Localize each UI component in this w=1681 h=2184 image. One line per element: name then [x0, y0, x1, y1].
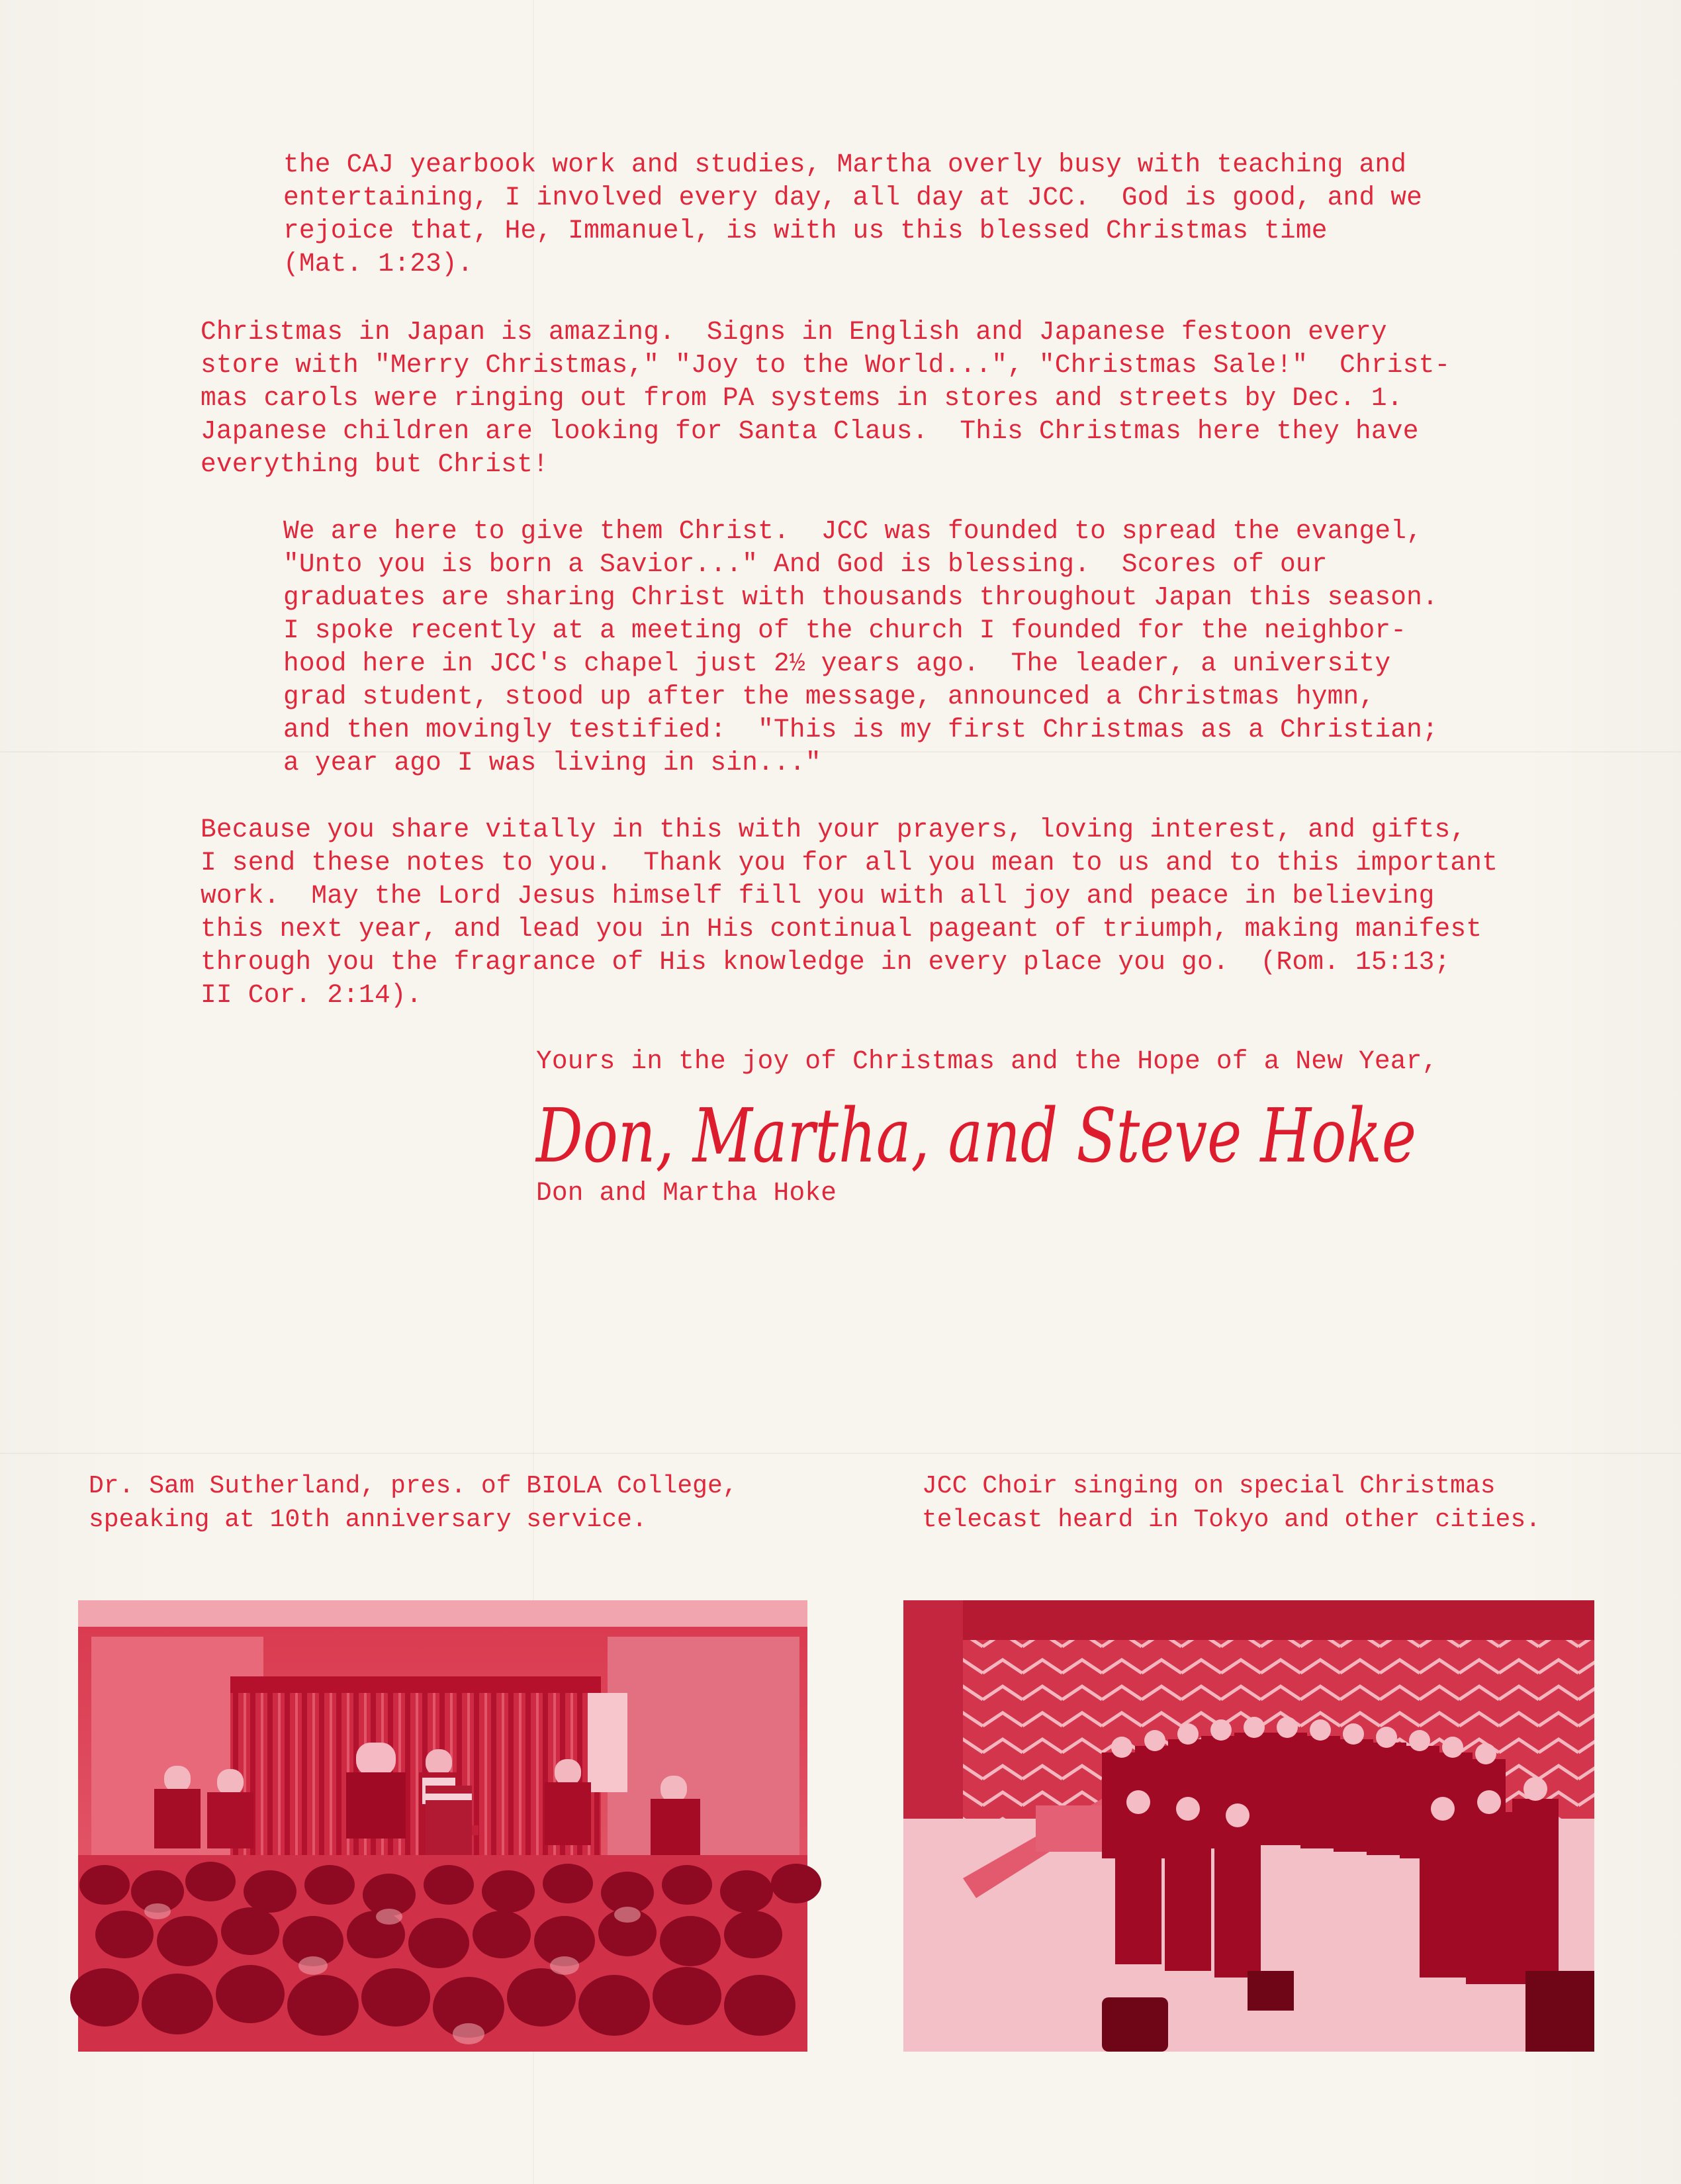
paper-fold-line [0, 1453, 1681, 1454]
letter-paragraph-2: Christmas in Japan is amazing. Signs in English and Japanese festoon every store with "Merry Christmas," "Joy to the World...", "Christmas Sale!" Christ- mas carols were ringing out from PA systems in stores and streets by Dec. 1. Japanese children are looking for Santa Claus. This Christmas here they have everything but Christ! [201, 317, 1451, 479]
choir-telecast-photo [903, 1600, 1594, 2052]
letter-paragraph-3: We are here to give them Christ. JCC was founded to spread the evangel, "Unto you is born a Savior..." And God is blessing. Scores of our graduates are sharing Christ with thousands throughout Japan this season. I spoke recently at a meeting of the church I founded for the neighbor- hood here in JCC's chapel just 2½ years ago. The leader, a university grad student, stood up after the message, announced a Christmas hymn, and then movingly testified: "This is my first Christmas as a Christian; a year ago I was living in sin..." [283, 516, 1438, 778]
anniversary-service-photo [78, 1600, 807, 2052]
letter-paragraph-1: the CAJ yearbook work and studies, Martha overly busy with teaching and entertaining, I involved every day, all day at JCC. God is good, and we rejoice that, He, Immanuel, is with us this blessed Christmas time (Mat. 1:23). [283, 150, 1423, 279]
typed-signature-name: Don and Martha Hoke [536, 1178, 837, 1208]
photo-caption-left: Dr. Sam Sutherland, pres. of BIOLA College, speaking at 10th anniversary service. [89, 1472, 738, 1534]
letter-paragraph-4: Because you share vitally in this with your prayers, loving interest, and gifts, I send these notes to you. Thank you for all you mean to us and to this important work. May the Lord Jesus himself fill you with all joy and peace in believing this next year, and lead you in His continual pageant of triumph, making manifest through you the fragrance of His knowledge in every place you go. (Rom. 15:13; II Cor. 2:14). [201, 815, 1498, 1010]
photo-caption-right: JCC Choir singing on special Christmas telecast heard in Tokyo and other cities. [922, 1472, 1541, 1534]
signature-text: Don, Martha, and Steve Hoke [535, 1093, 1417, 1179]
closing-line: Yours in the joy of Christmas and the Hope of a New Year, [536, 1046, 1438, 1076]
anniversary-service-image [78, 1600, 807, 2052]
choir-telecast-image [903, 1600, 1594, 2052]
